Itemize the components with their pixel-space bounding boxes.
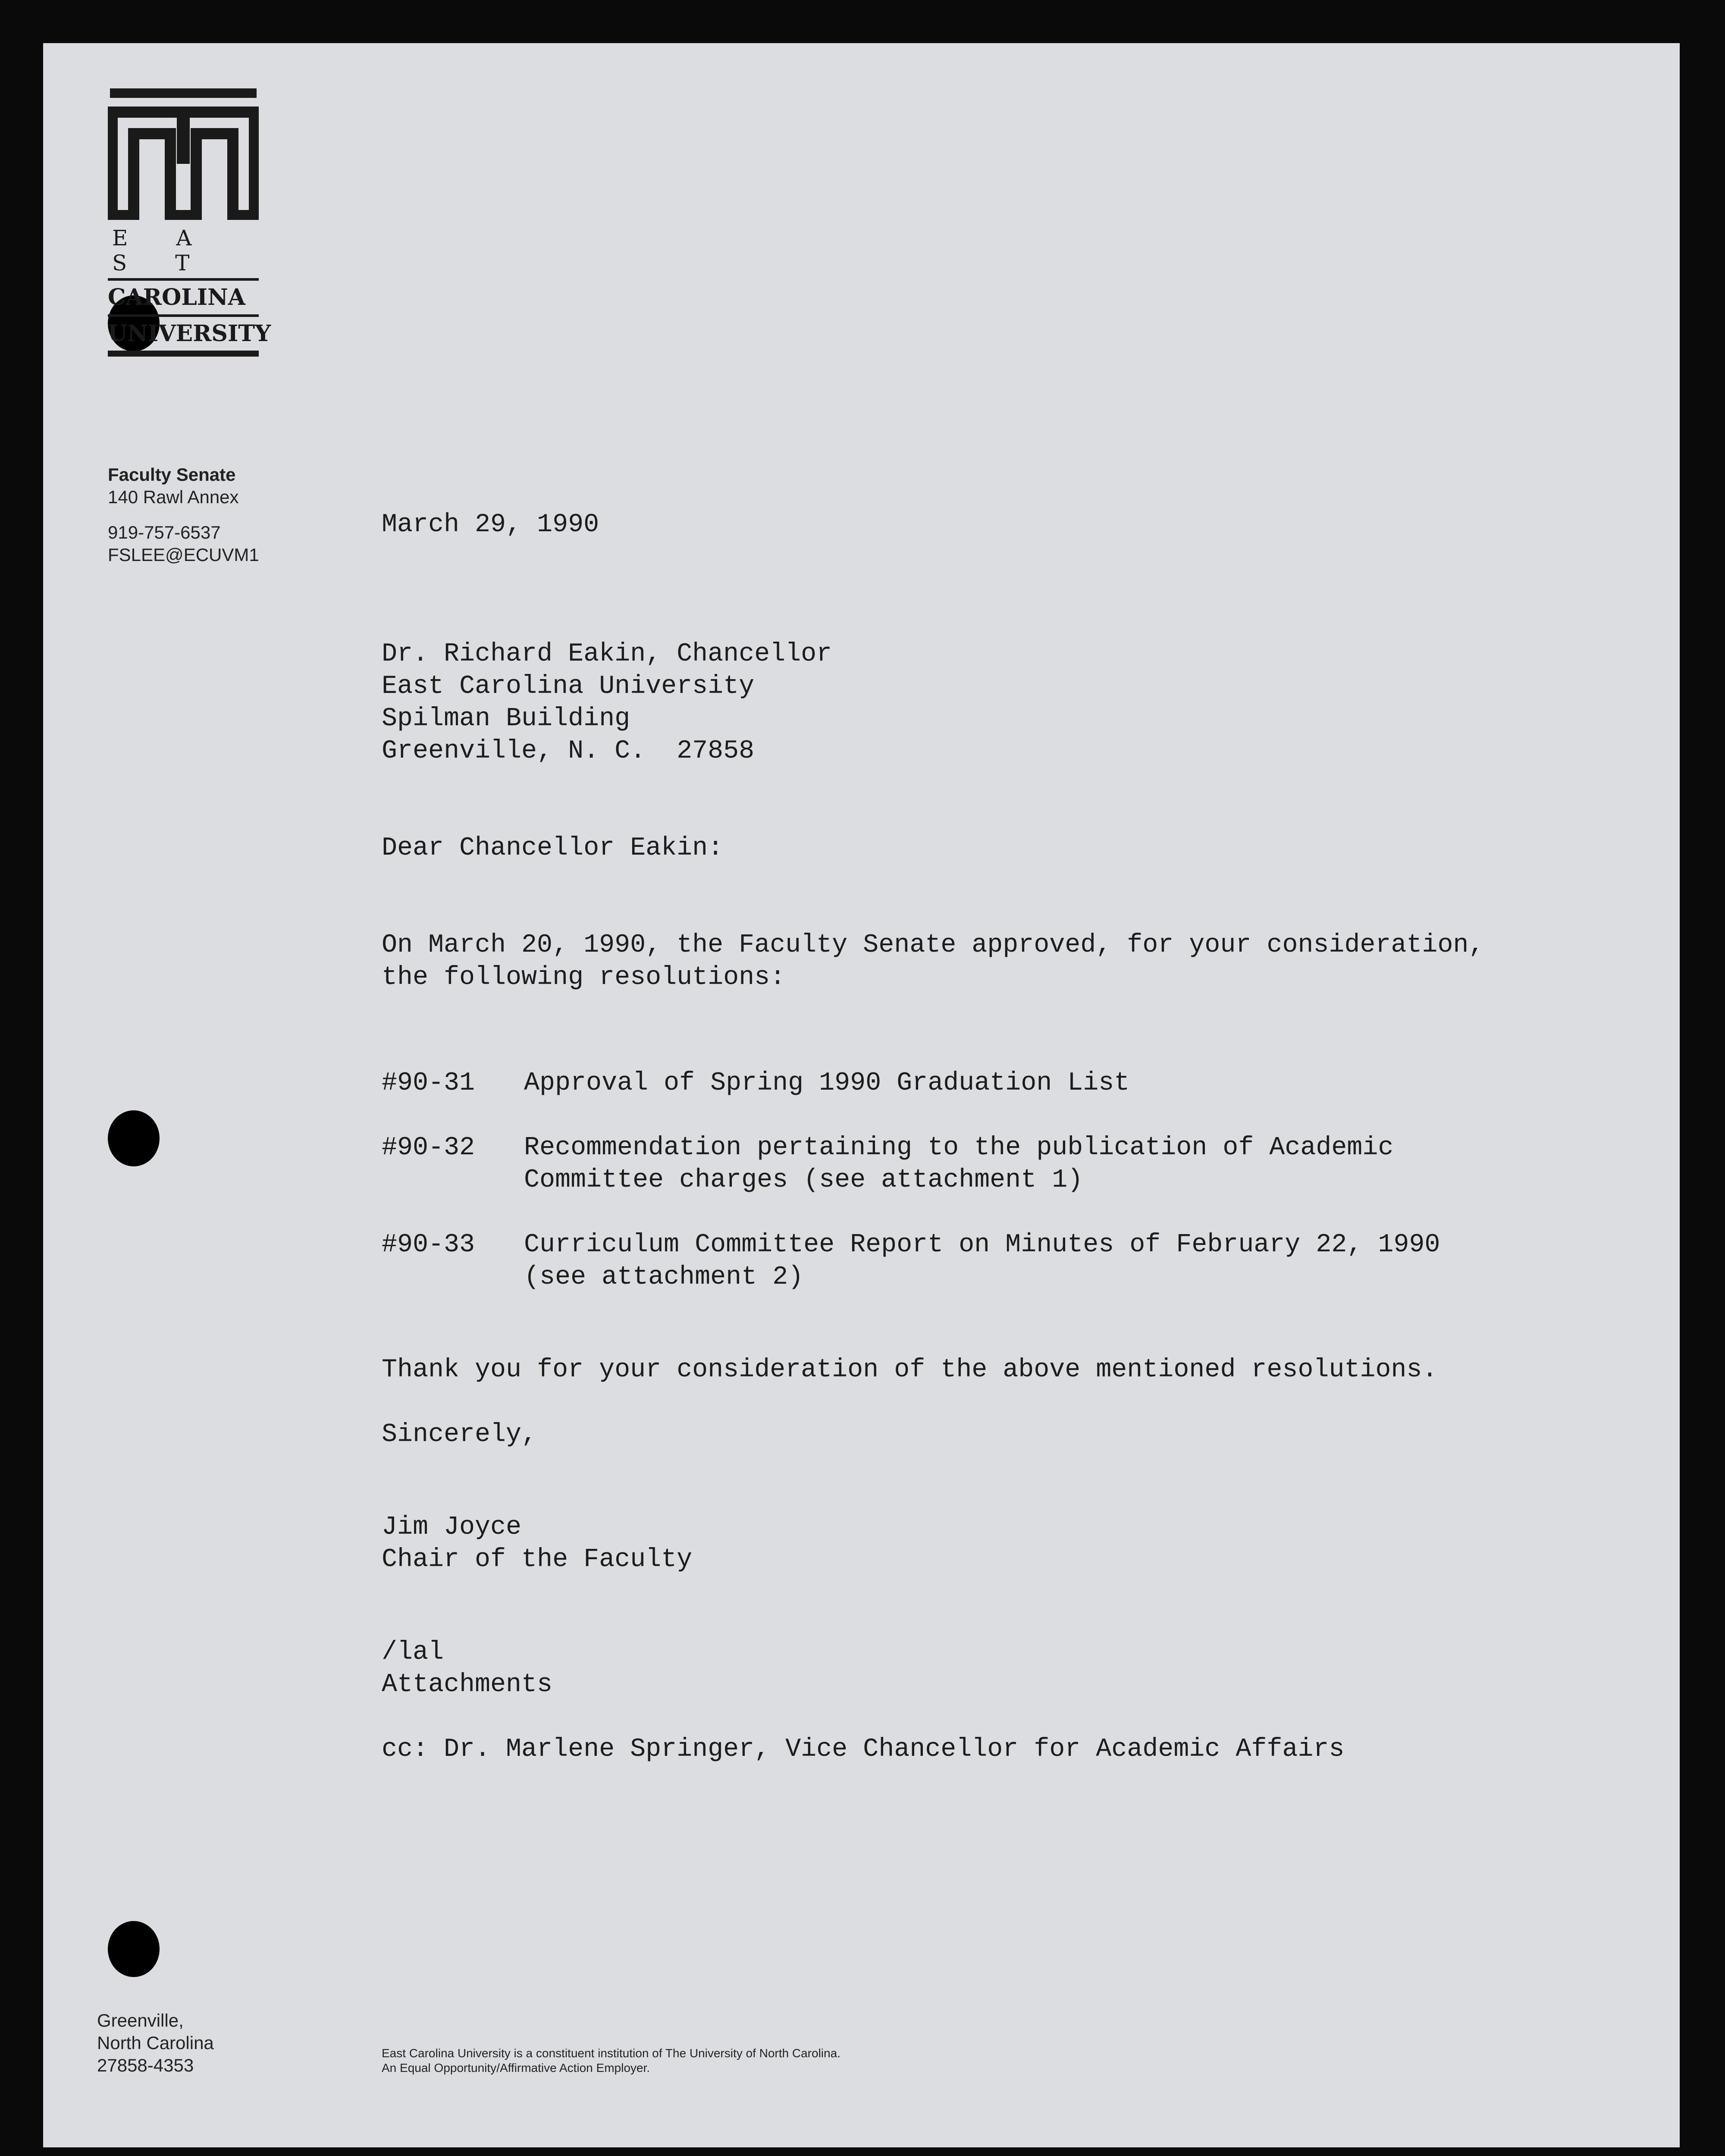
cc-line: cc: Dr. Marlene Springer, Vice Chancellor for Academic Affairs (382, 1735, 1345, 1764)
phone-number: 919-757-6537 (108, 522, 221, 542)
enclosures: Attachments (382, 1670, 553, 1699)
footer-state: North Carolina (97, 2033, 214, 2053)
punch-hole (108, 1110, 160, 1166)
resolution-text: Curriculum Committee Report on Minutes of February 22, 1990 (524, 1230, 1440, 1260)
intro-line: On March 20, 1990, the Faculty Senate approved, for your consideration, (382, 931, 1484, 960)
logo-rule (108, 314, 259, 317)
intro-line: the following resolutions: (382, 963, 786, 992)
resolution-text: Committee charges (see attachment 1) (524, 1166, 1083, 1195)
footer-zip: 27858-4353 (97, 2055, 194, 2075)
letterhead-contact (108, 464, 259, 566)
footer-address (97, 2009, 214, 2077)
logo-carolina: CAROLINA (108, 284, 246, 310)
typist-initials: /lal (382, 1638, 444, 1667)
resolution-number: #90-33 (382, 1230, 475, 1260)
logo-rule (108, 278, 259, 281)
resolution-number: #90-32 (382, 1133, 475, 1163)
letter-body (382, 509, 1581, 1766)
logo-rule (108, 351, 259, 357)
resolution-item (382, 1067, 1581, 1100)
office-address: 140 Rawl Annex (108, 487, 239, 507)
letter-date: March 29, 1990 (382, 510, 599, 539)
recipient-line: Greenville, N. C. 27858 (382, 736, 755, 766)
footer-notice-line: East Carolina University is a constituent institution of The University of North Carolina. (382, 2046, 841, 2060)
footer-city: Greenville, (97, 2010, 184, 2031)
reference-block (382, 1636, 1581, 1701)
resolution-number: #90-31 (382, 1069, 475, 1098)
resolution-item (382, 1229, 1581, 1294)
resolution-item (382, 1132, 1581, 1197)
signer-name: Jim Joyce (382, 1513, 522, 1542)
closing: Sincerely, (382, 1420, 537, 1449)
logo-university: UNIVERSITY (108, 320, 271, 347)
resolution-text: Recommendation pertaining to the publication of Academic (524, 1133, 1394, 1163)
signer-title: Chair of the Faculty (382, 1545, 693, 1574)
salutation: Dear Chancellor Eakin: (382, 834, 724, 863)
university-logo (108, 86, 306, 359)
signature-block (382, 1511, 1581, 1576)
resolution-text: Approval of Spring 1990 Graduation List (524, 1069, 1130, 1098)
recipient-address (382, 638, 1581, 768)
logo-east: E A S T (112, 226, 213, 276)
recipient-line: East Carolina University (382, 672, 755, 701)
resolution-list (382, 1067, 1581, 1294)
email-address: FSLEE@ECUVM1 (108, 545, 259, 565)
resolution-text: (see attachment 2) (524, 1263, 804, 1292)
department-name: Faculty Senate (108, 464, 236, 485)
recipient-line: Dr. Richard Eakin, Chancellor (382, 639, 832, 669)
punch-hole (108, 1921, 160, 1977)
footer-notice (382, 2046, 841, 2075)
ecu-logo-mark-icon (108, 86, 259, 220)
recipient-line: Spilman Building (382, 704, 630, 733)
footer-notice-line: An Equal Opportunity/Affirmative Action Employer. (382, 2061, 650, 2075)
thanks-paragraph: Thank you for your consideration of the above mentioned resolutions. (382, 1355, 1438, 1385)
intro-paragraph (382, 929, 1581, 994)
